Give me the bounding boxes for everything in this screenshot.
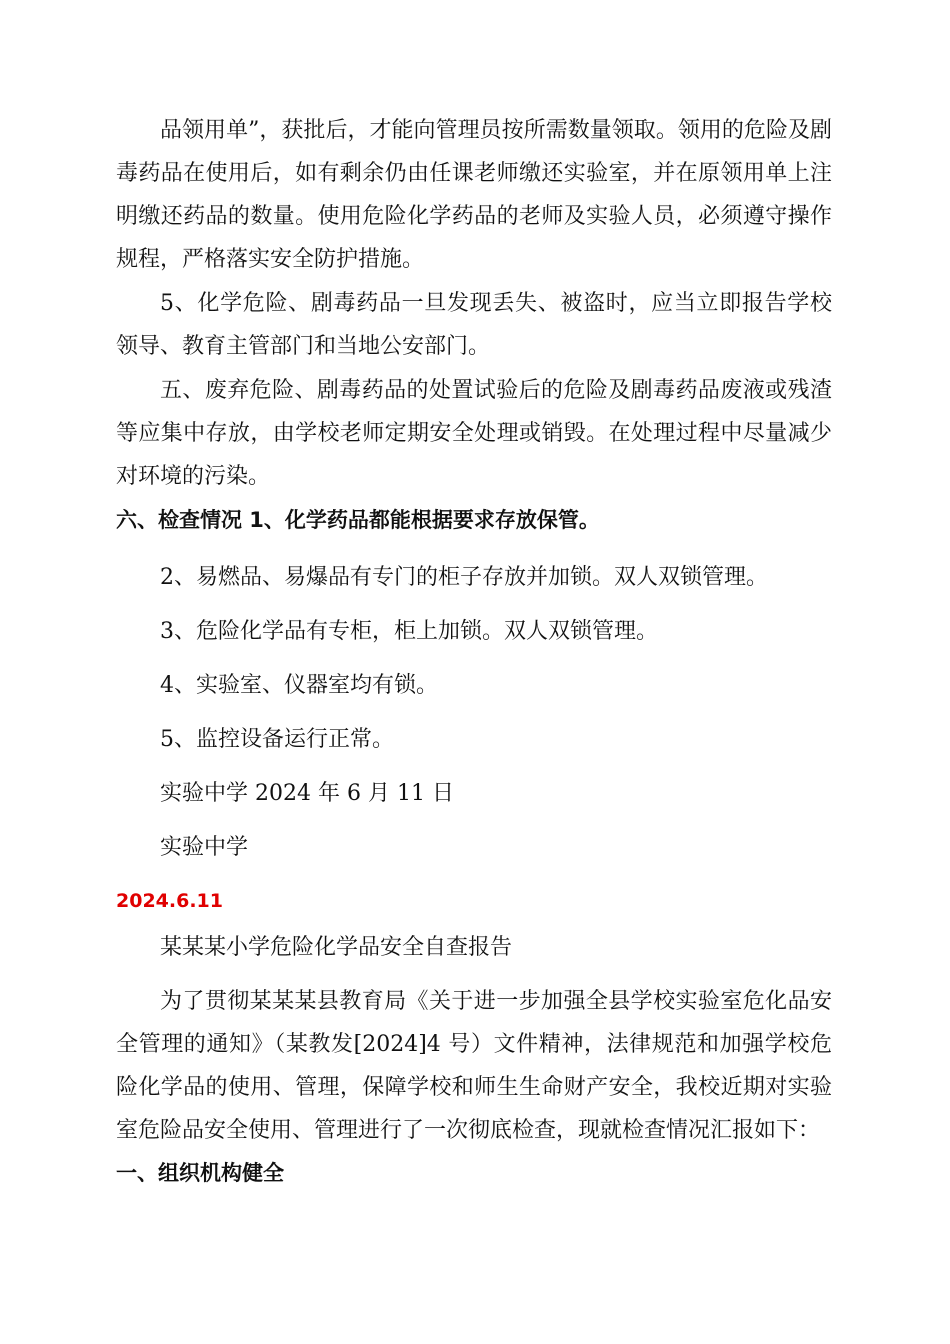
paragraph-waste-disposal: 五、废弃危险、剧毒药品的处置试验后的危险及剧毒药品废液或残渣等应集中存放，由学校老师定期安全处理或销毁。在处理过程中尽量减少对环境的污染。 [116,378,832,489]
inspection-item-3: 3、危险化学品有专柜，柜上加锁。双人双锁管理。 [160,619,658,644]
section-heading-inspection: 六、检查情况 1、化学药品都能根据要求存放保管。 [116,508,600,532]
inspection-item-2: 2、易燃品、易爆品有专门的柜子存放并加锁。双人双锁管理。 [160,565,768,590]
inspection-item-5: 5、监控设备运行正常。 [160,727,394,752]
red-date: 2024.6.11 [116,890,223,912]
signature-school-name: 实验中学 [160,835,249,860]
paragraph-usage-rules: 品领用单”，获批后，才能向管理员按所需数量领取。领用的危险及剧毒药品在使用后，如有剩余仍由任课老师缴还实验室，并在原领用单上注明缴还药品的数量。使用危险化学药品的老师及实验人员，必须遵守操作规程，严格落实安全防护措施。 [116,118,832,272]
signature-date-line: 实验中学 2024 年 6 月 11 日 [160,781,454,806]
section-heading-organization: 一、组织机构健全 [116,1161,284,1185]
inspection-item-4: 4、实验室、仪器室均有锁。 [160,673,438,698]
paragraph-introduction: 为了贯彻某某某县教育局《关于进一步加强全县学校实验室危化品安全管理的通知》（某教发[2024]4 号）文件精神，法律规范和加强学校危险化学品的使用、管理，保障学校和师生生命财产安全，我校近期对实验室危险品安全使用、管理进行了一次彻底检查，现就检查情况汇报如下： [116,989,832,1143]
report-title: 某某某小学危险化学品安全自查报告 [160,935,513,960]
paragraph-loss-report: 5、化学危险、剧毒药品一旦发现丢失、被盗时，应当立即报告学校领导、教育主管部门和当地公安部门。 [116,291,832,359]
